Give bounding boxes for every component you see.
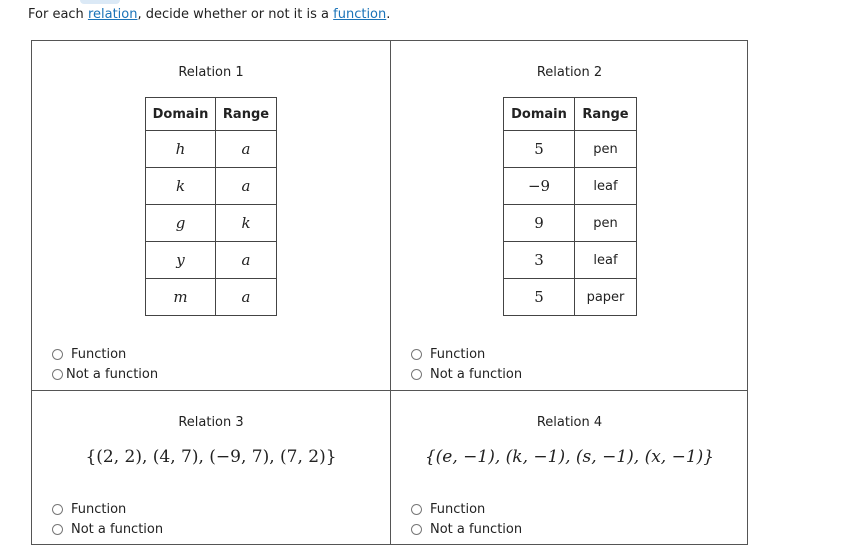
relation-4-panel bbox=[391, 391, 748, 545]
option-label: Function bbox=[430, 501, 486, 517]
table-row bbox=[146, 131, 277, 168]
option-label: Not a function bbox=[430, 521, 523, 537]
table-row bbox=[504, 131, 637, 168]
relations-grid bbox=[31, 40, 748, 545]
relation-2-options bbox=[411, 344, 522, 384]
domain-cell: 5 bbox=[504, 131, 575, 168]
domain-cell: k bbox=[146, 168, 216, 205]
function-radio-option[interactable] bbox=[411, 499, 522, 519]
range-cell: a bbox=[216, 168, 277, 205]
instructions-text: , decide whether or not it is a bbox=[137, 7, 334, 22]
radio-button[interactable] bbox=[411, 349, 422, 360]
relation-link[interactable]: relation bbox=[87, 7, 138, 22]
option-label: Not a function bbox=[430, 366, 523, 382]
table-row bbox=[504, 168, 637, 205]
relation-2-panel bbox=[391, 41, 748, 390]
option-label: Function bbox=[71, 501, 127, 517]
table-row bbox=[504, 242, 637, 279]
not-a-function-radio-option[interactable] bbox=[411, 364, 522, 384]
relation-3-panel bbox=[32, 391, 390, 545]
relation-title: Relation 2 bbox=[536, 65, 603, 80]
range-cell: k bbox=[216, 205, 277, 242]
relation-title: Relation 3 bbox=[178, 415, 244, 430]
range-cell: pen bbox=[575, 205, 637, 242]
domain-cell: 9 bbox=[504, 205, 575, 242]
domain-cell: −9 bbox=[504, 168, 575, 205]
option-label: Function bbox=[71, 346, 127, 362]
top-tab-indicator bbox=[80, 0, 120, 4]
radio-button[interactable] bbox=[52, 369, 63, 380]
relation-1-options bbox=[52, 344, 158, 384]
relation-title: Relation 4 bbox=[536, 415, 603, 430]
table-row bbox=[146, 168, 277, 205]
not-a-function-radio-option[interactable] bbox=[52, 364, 158, 384]
option-label: Not a function bbox=[66, 366, 159, 382]
instructions bbox=[28, 7, 390, 22]
range-cell: leaf bbox=[575, 168, 637, 205]
radio-button[interactable] bbox=[52, 504, 63, 515]
column-header: Domain bbox=[504, 98, 575, 131]
relation-1-table bbox=[145, 97, 277, 316]
instructions-text: For each bbox=[28, 7, 88, 22]
relation-4-options bbox=[411, 499, 522, 539]
range-cell: a bbox=[216, 242, 277, 279]
table-row bbox=[146, 205, 277, 242]
table-row bbox=[504, 279, 637, 316]
range-cell: a bbox=[216, 279, 277, 316]
option-label: Not a function bbox=[71, 521, 164, 537]
not-a-function-radio-option[interactable] bbox=[52, 519, 163, 539]
domain-cell: g bbox=[146, 205, 216, 242]
function-radio-option[interactable] bbox=[411, 344, 522, 364]
domain-cell: h bbox=[146, 131, 216, 168]
radio-button[interactable] bbox=[411, 504, 422, 515]
range-cell: pen bbox=[575, 131, 637, 168]
relation-title: Relation 1 bbox=[178, 65, 244, 80]
function-radio-option[interactable] bbox=[52, 344, 158, 364]
relation-2-table bbox=[503, 97, 637, 316]
not-a-function-radio-option[interactable] bbox=[411, 519, 522, 539]
table-row bbox=[146, 279, 277, 316]
column-header: Range bbox=[216, 98, 277, 131]
instructions-text: . bbox=[386, 7, 391, 22]
range-cell: a bbox=[216, 131, 277, 168]
table-row bbox=[504, 205, 637, 242]
range-cell: leaf bbox=[575, 242, 637, 279]
radio-button[interactable] bbox=[52, 524, 63, 535]
domain-cell: 5 bbox=[504, 279, 575, 316]
range-cell: paper bbox=[575, 279, 637, 316]
function-radio-option[interactable] bbox=[52, 499, 163, 519]
radio-button[interactable] bbox=[411, 369, 422, 380]
relation-3-set: {(2, 2), (4, 7), (−9, 7), (7, 2)} bbox=[85, 447, 337, 467]
radio-button[interactable] bbox=[411, 524, 422, 535]
relation-1-panel bbox=[32, 41, 390, 390]
table-row bbox=[146, 242, 277, 279]
domain-cell: y bbox=[146, 242, 216, 279]
function-link[interactable]: function bbox=[333, 7, 387, 22]
domain-cell: m bbox=[146, 279, 216, 316]
relation-4-set: {(e, −1), (k, −1), (s, −1), (x, −1)} bbox=[424, 447, 715, 467]
option-label: Function bbox=[430, 346, 486, 362]
relation-3-options bbox=[52, 499, 163, 539]
column-header: Domain bbox=[146, 98, 216, 131]
domain-cell: 3 bbox=[504, 242, 575, 279]
radio-button[interactable] bbox=[52, 349, 63, 360]
column-header: Range bbox=[575, 98, 637, 131]
